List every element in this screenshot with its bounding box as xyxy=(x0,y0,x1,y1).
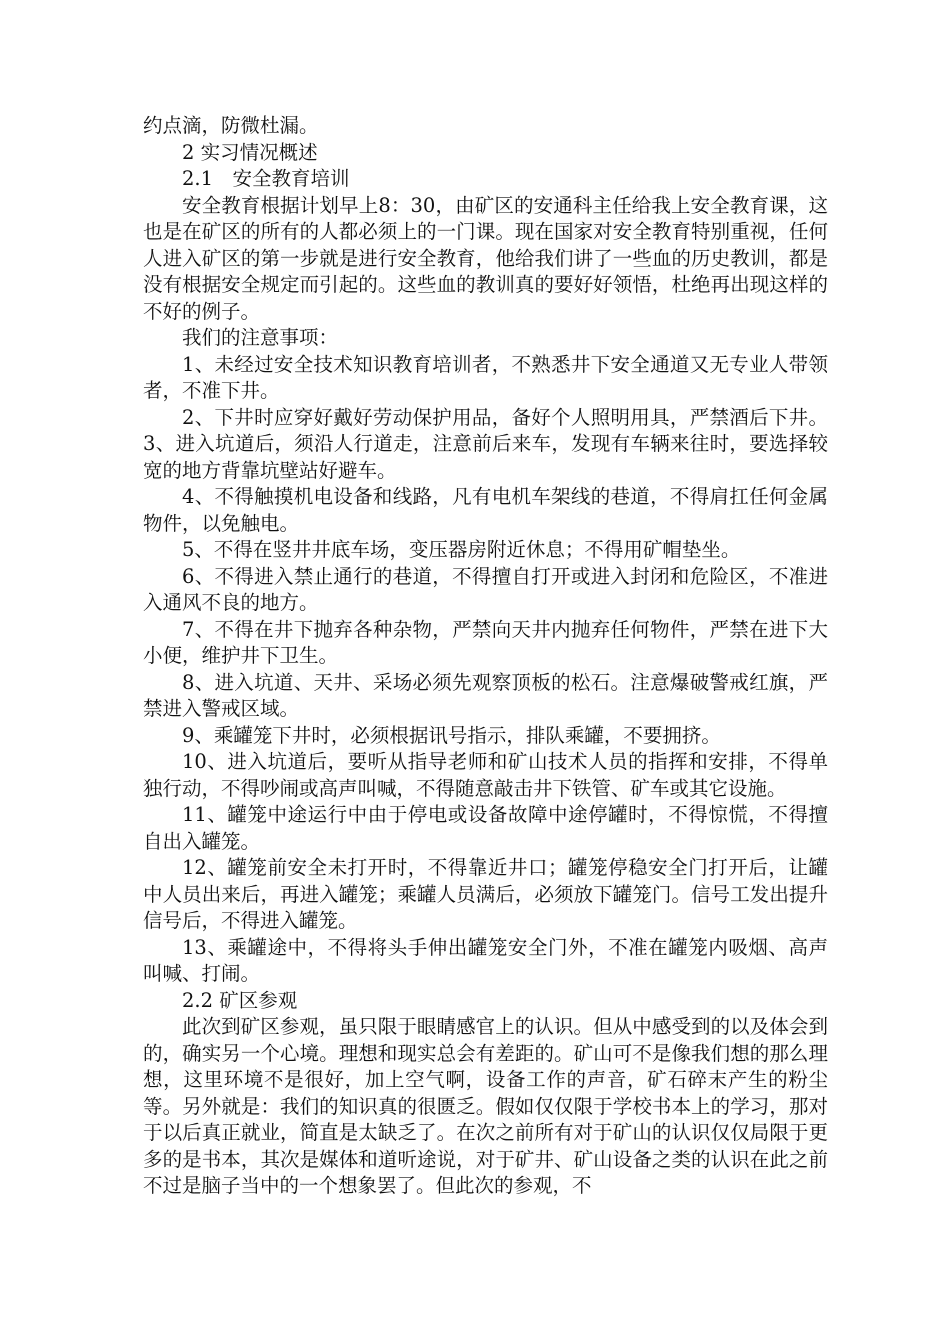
section-heading-2: 2 实习情况概述 xyxy=(182,140,318,164)
rule-item-8: 8、进入坑道、天井、采场必须先观察顶板的松石。注意爆破警戒红旗，严禁进入警戒区域。 xyxy=(143,670,828,720)
rule-item-7: 7、不得在井下抛弃各种杂物，严禁向天井内抛弃任何物件，严禁在进下大小便，维护井下卫生。 xyxy=(143,617,828,667)
subsection-heading-2-2: 2.2 矿区参观 xyxy=(182,988,298,1012)
rule-item-5: 5、不得在竖井井底车场，变压器房附近休息；不得用矿帽垫坐。 xyxy=(182,538,741,561)
paragraph-continuation: 约点滴，防微杜漏。 xyxy=(143,114,319,137)
rule-item-9: 9、乘罐笼下井时，必须根据讯号指示，排队乘罐，不要拥挤。 xyxy=(182,723,721,747)
rule-item-6: 6、不得进入禁止通行的巷道，不得擅自打开或进入封闭和危险区，不准进入通风不良的地方。 xyxy=(143,564,828,614)
rule-item-1: 1、未经过安全技术知识教育培训者，不熟悉井下安全通道又无专业人带领者，不准下井。 xyxy=(143,352,828,402)
rule-item-13: 13、乘罐途中，不得将头手伸出罐笼安全门外，不准在罐笼内吸烟、高声叫喊、打闹。 xyxy=(143,935,828,985)
paragraph-notes-intro: 我们的注意事项： xyxy=(182,326,339,349)
paragraph-safety-education: 安全教育根据计划早上8：30，由矿区的安通科主任给我上安全教育课，这也是在矿区的所有的人都必须上的一门课。现在国家对安全教育特别重视，任何人进入矿区的第一步就是进行安全教育，他给我们讲了一些血的历史教训，都是没有根据安全规定而引起的。这些血的教训真的要好好领悟，杜绝再出现这样的不好的例子。 xyxy=(143,193,828,323)
rule-item-10: 10、进入坑道后，要听从指导老师和矿山技术人员的指挥和安排，不得单独行动，不得吵闹或高声叫喊，不得随意敲击井下铁管、矿车或其它设施。 xyxy=(143,750,828,800)
rule-item-2-3: 2、下井时应穿好戴好劳动保护用品，备好个人照明用具，严禁酒后下井。3、进入坑道后，须沿人行道走，注意前后来车，发现有车辆来往时，要选择较宽的地方背靠坑壁站好避车。 xyxy=(143,405,828,482)
paragraph-mine-visit: 此次到矿区参观，虽只限于眼睛感官上的认识。但从中感受到的以及体会到的，确实另一个心境。理想和现实总会有差距的。矿山可不是像我们想的那么理想，这里环境不是很好，加上空气啊，设备工作的声音，矿石碎末产生的粉尘等。另外就是：我们的知识真的很匮乏。假如仅仅限于学校书本上的学习，那对于以后真正就业，简直是太缺乏了。在次之前所有对于矿山的认识仅仅局限于更多的是书本，其次是媒体和道听途说，对于矿井、矿山设备之类的认识在此之前不过是脑子当中的一个想象罢了。但此次的参观，不 xyxy=(143,1015,828,1197)
document-body xyxy=(143,113,828,1200)
rule-item-12: 12、罐笼前安全未打开时，不得靠近井口；罐笼停稳安全门打开后，让罐中人员出来后，再进入罐笼；乘罐人员满后，必须放下罐笼门。信号工发出提升信号后，不得进入罐笼。 xyxy=(143,856,828,932)
rule-item-4: 4、不得触摸机电设备和线路，凡有电机车架线的巷道，不得肩扛任何金属物件，以免触电。 xyxy=(143,485,828,535)
rule-item-11: 11、罐笼中途运行中由于停电或设备故障中途停罐时，不得惊慌，不得擅自出入罐笼。 xyxy=(143,803,828,853)
subsection-heading-2-1: 2.1 安全教育培训 xyxy=(182,167,350,190)
